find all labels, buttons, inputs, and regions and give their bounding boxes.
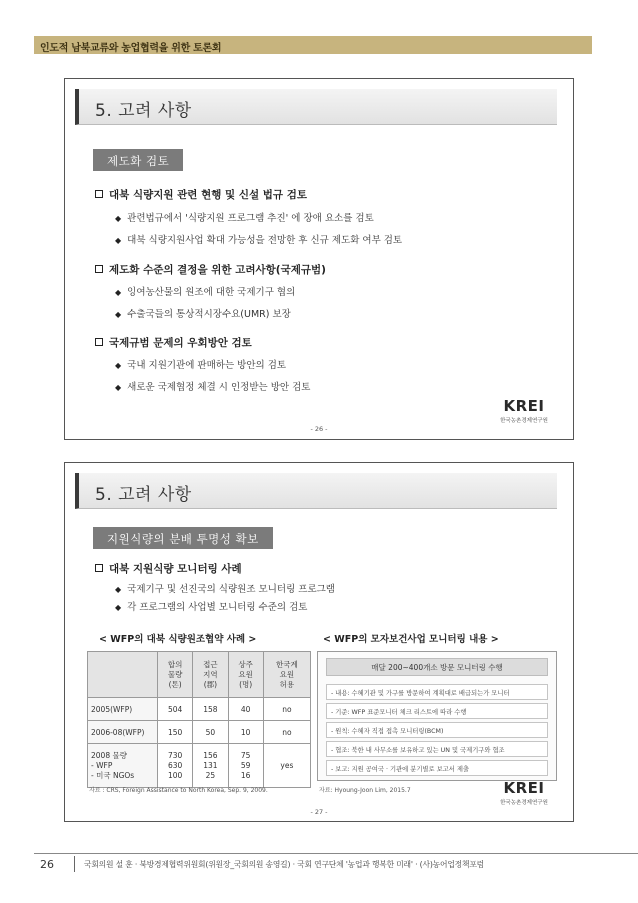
sub-bullet-item: ◆ 수출국들의 통상적시장수요(UMR) 보장 [115, 309, 291, 320]
diamond-bullet-icon: ◆ [115, 288, 122, 297]
left-table-heading: < WFP의 대북 식량원조협약 사례 > [99, 634, 257, 645]
monitoring-item: - 협조: 북한 내 사무소를 보유하고 있는 UN 및 국제기구와 협조 [326, 741, 548, 757]
slide-title-bar [75, 473, 557, 509]
monitoring-item: - 기준: WFP 표준모니터 체크 리스트에 따라 수행 [326, 703, 548, 719]
sub-bullet-item: ◆ 대북 식량지원사업 확대 가능성을 전망한 후 신규 제도화 여부 검토 [115, 235, 403, 246]
monitoring-item: - 원칙: 수혜자 직접 접촉 모니터링(BCM) [326, 722, 548, 738]
table-cell: 2005(WFP) [88, 698, 158, 721]
diamond-bullet-icon: ◆ [115, 603, 122, 612]
table-cell: 158 [193, 698, 228, 721]
slide-27 [64, 462, 574, 822]
section-label: 지원식량의 분배 투명성 확보 [93, 527, 273, 549]
table-cell: 50 [193, 721, 228, 744]
table-cell: 75 59 16 [228, 744, 263, 788]
sub-bullet-item: ◆ 잉여농산물의 원조에 대한 국제기구 협의 [115, 287, 296, 298]
bullet-item: 국제규범 문제의 우회방안 검토 [95, 335, 252, 350]
krei-logo [489, 397, 559, 424]
monitoring-box [317, 651, 557, 781]
table-cell: 40 [228, 698, 263, 721]
sub-bullet-item: ◆ 국내 지원기관에 판매하는 방안의 검토 [115, 360, 287, 371]
slide-title-bar [75, 89, 557, 125]
footer-page-number: 26 [40, 858, 54, 871]
diamond-bullet-icon: ◆ [115, 585, 122, 594]
monitoring-box-heading: 매달 200~400개소 방문 모니터링 수행 [326, 658, 548, 676]
table-cell: no [263, 721, 310, 744]
checkbox-square-icon [95, 265, 103, 273]
right-box-heading: < WFP의 모자보건사업 모니터링 내용 > [323, 634, 499, 645]
krei-logo [489, 779, 559, 806]
table-cell: 2008 물량 - WFP - 미국 NGOs [88, 744, 158, 788]
table-cell: 10 [228, 721, 263, 744]
table-row [88, 744, 311, 788]
bullet-item: 대북 식량지원 관련 현행 및 신설 법규 검토 [95, 187, 307, 202]
table-header-cell: 한국계 요원 허용 [263, 652, 310, 698]
checkbox-square-icon [95, 190, 103, 198]
table-header-cell: 상주 요원 (명) [228, 652, 263, 698]
krei-logo-text: KREI [503, 779, 545, 797]
sub-bullet-item: ◆ 관련법규에서 '식량지원 프로그램 추진' 에 장애 요소를 검토 [115, 213, 374, 224]
bullet-item: 대북 지원식량 모니터링 사례 [95, 561, 242, 576]
checkbox-square-icon [95, 338, 103, 346]
table-cell: no [263, 698, 310, 721]
checkbox-square-icon [95, 564, 103, 572]
table-cell: 150 [158, 721, 193, 744]
table-cell: 504 [158, 698, 193, 721]
sub-bullet-item: ◆ 각 프로그램의 사업별 모니터링 수준의 검토 [115, 602, 308, 613]
diamond-bullet-icon: ◆ [115, 383, 122, 392]
footer-text: 국회의원 설 훈 · 북방경제협력위원회(위원장_국회의원 송영길) · 국회 연구단체 '농업과 행복한 미래' · (사)농어업정책포럼 [84, 860, 484, 869]
sub-bullet-item: ◆ 국제기구 및 선진국의 식량원조 모니터링 프로그램 [115, 584, 335, 595]
monitoring-item: - 보고: 지원 공여국 · 기관에 분기별로 보고서 제출 [326, 760, 548, 776]
table-header-row [88, 652, 311, 698]
table-row [88, 698, 311, 721]
wfp-agreement-table [87, 651, 311, 788]
footer-divider [34, 853, 638, 854]
table-cell: 2006-08(WFP) [88, 721, 158, 744]
diamond-bullet-icon: ◆ [115, 214, 122, 223]
source-note-right: 자료: Hyoung-Joon Lim, 2015.7 [319, 787, 411, 794]
sub-bullet-item: ◆ 새로운 국제협정 체결 시 인정받는 방안 검토 [115, 382, 311, 393]
table-header-cell: 접근 지역 (郡) [193, 652, 228, 698]
slide-26 [64, 78, 574, 440]
krei-logo-subtitle: 한국농촌경제연구원 [500, 418, 548, 424]
slide-title: 5. 고려 사항 [95, 485, 192, 505]
table-cell: 730 630 100 [158, 744, 193, 788]
table-header-cell: 합의 물량 (톤) [158, 652, 193, 698]
bullet-item: 제도화 수준의 결정을 위한 고려사항(국제규범) [95, 262, 326, 277]
table-cell: yes [263, 744, 310, 788]
footer-separator [74, 856, 75, 872]
slide-title: 5. 고려 사항 [95, 101, 192, 121]
diamond-bullet-icon: ◆ [115, 361, 122, 370]
table-cell: 156 131 25 [193, 744, 228, 788]
diamond-bullet-icon: ◆ [115, 236, 122, 245]
monitoring-item: - 내용: 수혜기관 및 가구를 방문하여 계획대로 배급되는가 모니터 [326, 684, 548, 700]
document-header: 인도적 남북교류와 농업협력을 위한 토론회 [34, 36, 592, 54]
source-note-left: 자료 : CRS, Foreign Assistance to North Korea, Sep. 9, 2009. [89, 787, 268, 794]
slide-page-number: - 27 - [310, 808, 328, 816]
table-row [88, 721, 311, 744]
slide-page-number: - 26 - [310, 425, 328, 433]
krei-logo-text: KREI [503, 397, 545, 415]
section-label: 제도화 검토 [93, 149, 183, 171]
table-header-cell [88, 652, 158, 698]
krei-logo-subtitle: 한국농촌경제연구원 [500, 800, 548, 806]
diamond-bullet-icon: ◆ [115, 310, 122, 319]
